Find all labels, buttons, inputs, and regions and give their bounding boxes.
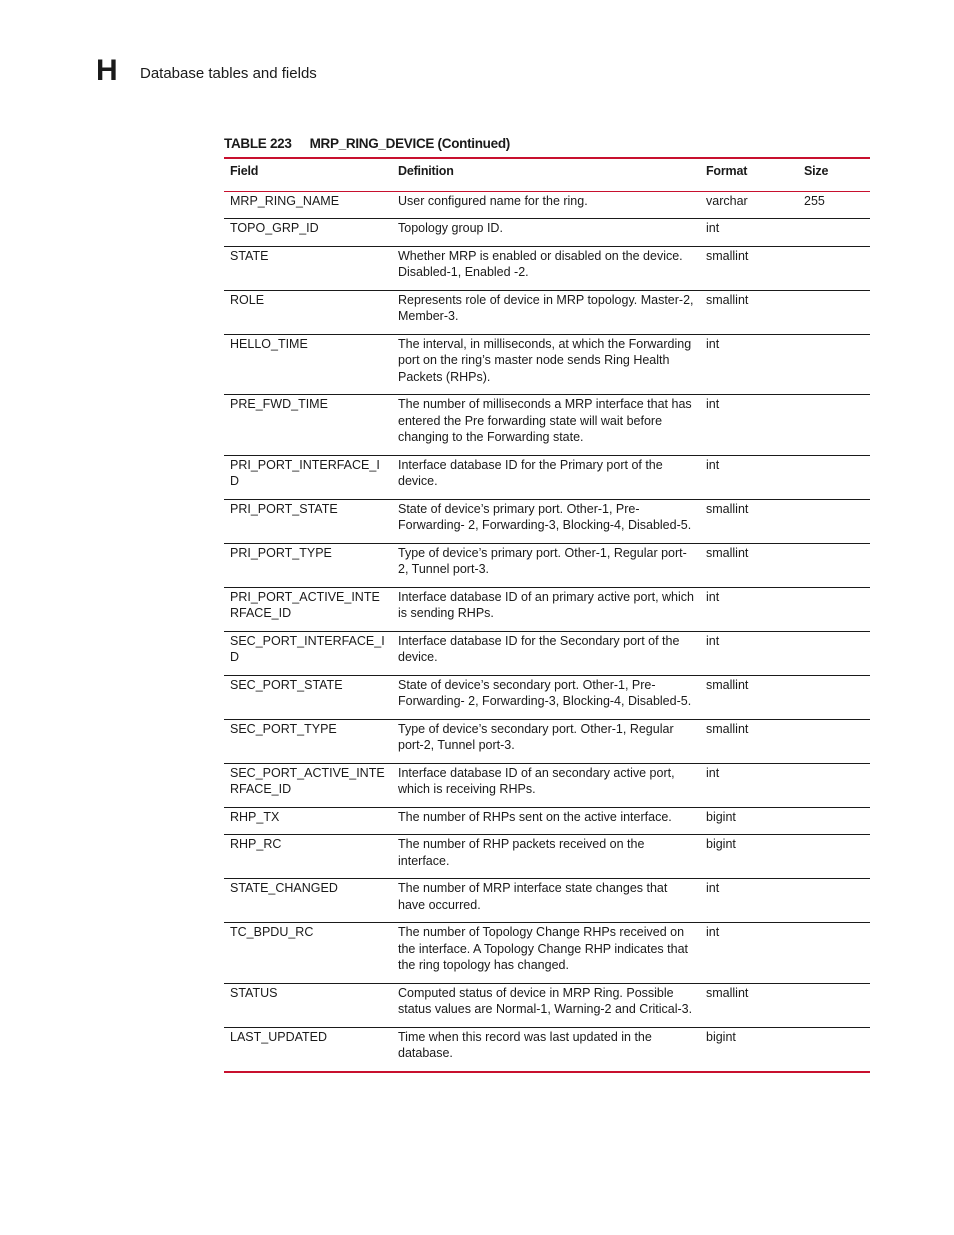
definition-cell: User configured name for the ring.	[392, 191, 700, 219]
definition-cell: The number of RHPs sent on the active interface.	[392, 807, 700, 835]
definition-cell: State of device’s secondary port. Other-1, Pre-Forwarding- 2, Forwarding-3, Blocking-4, Disabled-5.	[392, 675, 700, 719]
definition-cell: Interface database ID for the Primary port of the device.	[392, 455, 700, 499]
definition-cell: Time when this record was last updated in the database.	[392, 1027, 700, 1072]
table-row	[224, 807, 870, 835]
definition-cell: The number of RHP packets received on the interface.	[392, 835, 700, 879]
table-row	[224, 763, 870, 807]
format-cell: int	[700, 455, 798, 499]
size-cell	[798, 395, 870, 456]
field-cell: ROLE	[224, 290, 392, 334]
table-row	[224, 499, 870, 543]
format-cell: int	[700, 587, 798, 631]
table-row	[224, 395, 870, 456]
table-row	[224, 631, 870, 675]
field-cell: PRI_PORT_INTERFACE_ID	[224, 455, 392, 499]
definition-cell: The interval, in milliseconds, at which the Forwarding port on the ring’s master node sends Ring Health Packets (RHPs).	[392, 334, 700, 395]
definition-cell: Type of device’s primary port. Other-1, Regular port-2, Tunnel port-3.	[392, 543, 700, 587]
definition-cell: The number of Topology Change RHPs received on the interface. A Topology Change RHP indicates that the ring topology has changed.	[392, 923, 700, 984]
fields-table	[224, 157, 870, 1073]
field-cell: STATE	[224, 246, 392, 290]
field-cell: PRI_PORT_ACTIVE_INTERFACE_ID	[224, 587, 392, 631]
size-cell	[798, 455, 870, 499]
format-cell: int	[700, 923, 798, 984]
table-row	[224, 334, 870, 395]
table-row	[224, 879, 870, 923]
format-cell: int	[700, 395, 798, 456]
field-cell: TC_BPDU_RC	[224, 923, 392, 984]
field-cell: PRI_PORT_STATE	[224, 499, 392, 543]
field-cell: HELLO_TIME	[224, 334, 392, 395]
field-cell: STATUS	[224, 983, 392, 1027]
size-cell	[798, 719, 870, 763]
definition-cell: Computed status of device in MRP Ring. Possible status values are Normal-1, Warning-2 and Critical-3.	[392, 983, 700, 1027]
format-cell: int	[700, 631, 798, 675]
field-cell: SEC_PORT_STATE	[224, 675, 392, 719]
table-row	[224, 675, 870, 719]
field-cell: MRP_RING_NAME	[224, 191, 392, 219]
size-cell	[798, 587, 870, 631]
definition-cell: State of device’s primary port. Other-1, Pre-Forwarding- 2, Forwarding-3, Blocking-4, Disabled-5.	[392, 499, 700, 543]
table-row	[224, 587, 870, 631]
size-cell	[798, 334, 870, 395]
field-cell: SEC_PORT_INTERFACE_ID	[224, 631, 392, 675]
table-row	[224, 923, 870, 984]
table-row	[224, 719, 870, 763]
section-title: Database tables and fields	[140, 65, 317, 82]
table-caption	[224, 135, 510, 153]
definition-cell: Type of device’s secondary port. Other-1, Regular port-2, Tunnel port-3.	[392, 719, 700, 763]
field-cell: SEC_PORT_ACTIVE_INTERFACE_ID	[224, 763, 392, 807]
size-cell	[798, 543, 870, 587]
size-cell	[798, 923, 870, 984]
table-row	[224, 1027, 870, 1072]
size-cell	[798, 675, 870, 719]
size-cell	[798, 763, 870, 807]
table-row	[224, 290, 870, 334]
table-header-row	[224, 158, 870, 191]
definition-cell: Represents role of device in MRP topology. Master-2, Member-3.	[392, 290, 700, 334]
definition-cell: Interface database ID of an primary active port, which is sending RHPs.	[392, 587, 700, 631]
definition-cell: Interface database ID of an secondary active port, which is receiving RHPs.	[392, 763, 700, 807]
format-cell: smallint	[700, 983, 798, 1027]
size-cell	[798, 983, 870, 1027]
format-cell: bigint	[700, 807, 798, 835]
definition-cell: Whether MRP is enabled or disabled on the device. Disabled-1, Enabled -2.	[392, 246, 700, 290]
field-cell: SEC_PORT_TYPE	[224, 719, 392, 763]
format-cell: smallint	[700, 499, 798, 543]
field-cell: PRE_FWD_TIME	[224, 395, 392, 456]
field-cell: PRI_PORT_TYPE	[224, 543, 392, 587]
size-cell	[798, 879, 870, 923]
field-cell: LAST_UPDATED	[224, 1027, 392, 1072]
definition-cell: The number of MRP interface state changes that have occurred.	[392, 879, 700, 923]
format-cell: int	[700, 879, 798, 923]
format-cell: bigint	[700, 835, 798, 879]
format-cell: smallint	[700, 290, 798, 334]
table-row	[224, 543, 870, 587]
column-header-format: Format	[700, 158, 798, 191]
size-cell	[798, 807, 870, 835]
format-cell: smallint	[700, 246, 798, 290]
chapter-letter: H	[96, 54, 118, 87]
column-header-field: Field	[224, 158, 392, 191]
format-cell: smallint	[700, 543, 798, 587]
format-cell: int	[700, 763, 798, 807]
format-cell: smallint	[700, 675, 798, 719]
format-cell: bigint	[700, 1027, 798, 1072]
size-cell	[798, 499, 870, 543]
field-cell: TOPO_GRP_ID	[224, 219, 392, 247]
table-row	[224, 219, 870, 247]
field-cell: STATE_CHANGED	[224, 879, 392, 923]
definition-cell: The number of milliseconds a MRP interface that has entered the Pre forwarding state will wait before changing to the Forwarding state.	[392, 395, 700, 456]
table-row	[224, 191, 870, 219]
table-row	[224, 983, 870, 1027]
definition-cell: Interface database ID for the Secondary port of the device.	[392, 631, 700, 675]
format-cell: varchar	[700, 191, 798, 219]
size-cell	[798, 290, 870, 334]
field-cell: RHP_TX	[224, 807, 392, 835]
size-cell	[798, 631, 870, 675]
format-cell: smallint	[700, 719, 798, 763]
table-row	[224, 246, 870, 290]
table-row	[224, 455, 870, 499]
table-caption-number: TABLE 223	[224, 136, 292, 151]
size-cell	[798, 246, 870, 290]
format-cell: int	[700, 334, 798, 395]
size-cell	[798, 1027, 870, 1072]
definition-cell: Topology group ID.	[392, 219, 700, 247]
field-cell: RHP_RC	[224, 835, 392, 879]
column-header-size: Size	[798, 158, 870, 191]
column-header-definition: Definition	[392, 158, 700, 191]
size-cell: 255	[798, 191, 870, 219]
size-cell	[798, 219, 870, 247]
format-cell: int	[700, 219, 798, 247]
table-row	[224, 835, 870, 879]
table-caption-title: MRP_RING_DEVICE (Continued)	[309, 136, 510, 151]
size-cell	[798, 835, 870, 879]
